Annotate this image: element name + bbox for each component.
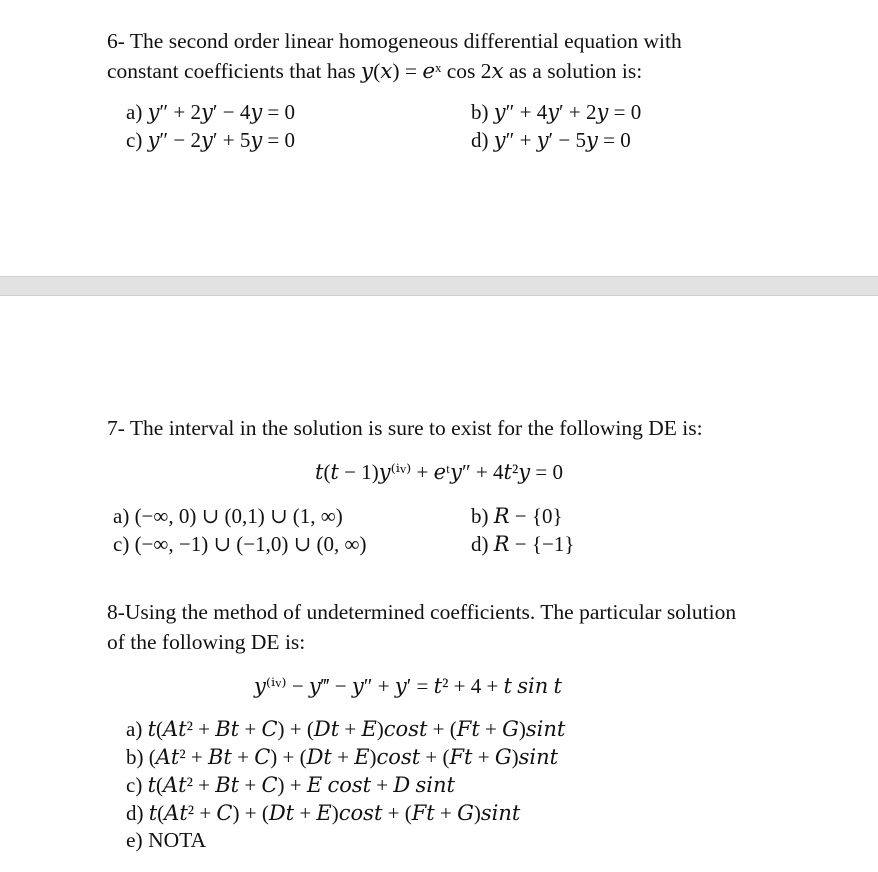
page-break <box>0 276 878 296</box>
q6-prompt-line1: 6- The second order linear homogeneous differential equation with <box>107 29 682 53</box>
q7-equation: 𝑡(𝑡 − 1)𝑦⁽ⁱᵛ⁾ + 𝑒ᵗ𝑦″ + 4𝑡²𝑦 = 0 <box>315 460 563 484</box>
q7-option-c: c) (−∞, −1) ∪ (−1,0) ∪ (0, ∞) <box>113 532 367 556</box>
q8-prompt-line1: 8-Using the method of undetermined coefficients. The particular solution <box>107 600 737 624</box>
q8-prompt-line2: of the following DE is: <box>107 630 306 654</box>
q8-option-e: e) NOTA <box>126 828 207 852</box>
q8-option-c: c) 𝑡(𝐴𝑡² + 𝐵𝑡 + 𝐶) + 𝐸 𝑐𝑜𝑠𝑡 + 𝐷 𝑠𝑖𝑛𝑡 <box>126 773 455 797</box>
q7-option-a: a) (−∞, 0) ∪ (0,1) ∪ (1, ∞) <box>113 504 343 528</box>
q6-option-d: d) 𝑦″ + 𝑦′ − 5𝑦 = 0 <box>471 128 631 152</box>
q7-option-b: b) 𝑅 − {0} <box>471 504 563 528</box>
q8-equation: 𝑦⁽ⁱᵛ⁾ − 𝑦‴ − 𝑦″ + 𝑦′ = 𝑡² + 4 + 𝑡 𝑠𝑖𝑛 𝑡 <box>254 674 562 698</box>
q8-option-a: a) 𝑡(𝐴𝑡² + 𝐵𝑡 + 𝐶) + (𝐷𝑡 + 𝐸)𝑐𝑜𝑠𝑡 + (𝐹𝑡 + 𝐺)𝑠𝑖𝑛𝑡 <box>126 717 566 741</box>
q8-option-d: d) 𝑡(𝐴𝑡² + 𝐶) + (𝐷𝑡 + 𝐸)𝑐𝑜𝑠𝑡 + (𝐹𝑡 + 𝐺)𝑠𝑖𝑛𝑡 <box>126 801 521 825</box>
q6-option-b: b) 𝑦″ + 4𝑦′ + 2𝑦 = 0 <box>471 100 642 124</box>
q6-option-a: a) 𝑦″ + 2𝑦′ − 4𝑦 = 0 <box>126 100 296 124</box>
q8-option-b: b) (𝐴𝑡² + 𝐵𝑡 + 𝐶) + (𝐷𝑡 + 𝐸)𝑐𝑜𝑠𝑡 + (𝐹𝑡 + 𝐺)𝑠𝑖𝑛𝑡 <box>126 745 559 769</box>
q6-prompt-line2: constant coefficients that has 𝑦(𝑥) = 𝑒ˣ cos 2𝑥 as a solution is: <box>107 59 643 83</box>
q7-prompt: 7- The interval in the solution is sure to exist for the following DE is: <box>107 416 703 440</box>
q7-option-d: d) 𝑅 − {−1} <box>471 532 575 556</box>
q6-option-c: c) 𝑦″ − 2𝑦′ + 5𝑦 = 0 <box>126 128 296 152</box>
